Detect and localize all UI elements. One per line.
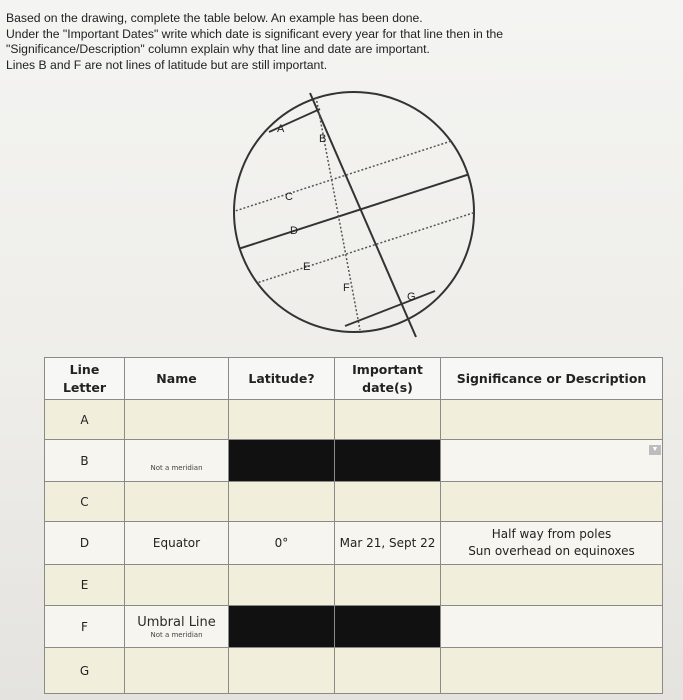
name-value: Umbral Line: [137, 615, 216, 630]
table-row: [45, 482, 663, 522]
cell-latitude[interactable]: [229, 482, 335, 522]
label-g: G: [407, 291, 416, 303]
cell-latitude[interactable]: [229, 565, 335, 606]
cell-significance[interactable]: [441, 400, 663, 440]
significance-line-1: Half way from poles: [491, 527, 612, 541]
header-important-dates: Important date(s): [335, 358, 441, 400]
cell-significance[interactable]: [441, 565, 663, 606]
table-row: [45, 565, 663, 606]
cell-latitude-redacted: [229, 606, 335, 648]
dropdown-arrow-icon[interactable]: ▼: [649, 445, 661, 455]
line-c: [232, 133, 476, 212]
cell-dates[interactable]: [335, 482, 441, 522]
header-line-letter: Line Letter: [45, 358, 125, 400]
cell-dates[interactable]: [335, 400, 441, 440]
instruction-line-4: Lines B and F are not lines of latitude but are still important.: [6, 57, 328, 72]
label-c: C: [285, 191, 293, 203]
label-d: D: [290, 225, 298, 237]
instruction-line-1: Based on the drawing, complete the table below. An example has been done.: [6, 11, 423, 25]
table-row: [45, 522, 663, 565]
cell-name[interactable]: [125, 482, 229, 522]
cell-letter: G: [45, 648, 125, 694]
cell-latitude-redacted: [229, 440, 335, 482]
cell-letter: E: [45, 565, 125, 606]
header-row: [45, 358, 663, 400]
cell-dates[interactable]: Mar 21, Sept 22: [335, 522, 441, 565]
cell-significance[interactable]: [441, 522, 663, 565]
cell-significance[interactable]: [441, 440, 663, 482]
significance-line-2: Sun overhead on equinoxes: [468, 544, 635, 558]
cell-latitude[interactable]: 0°: [229, 522, 335, 565]
label-b: B: [319, 133, 327, 145]
cell-name[interactable]: [125, 648, 229, 694]
label-f: F: [343, 282, 350, 294]
label-e: E: [303, 261, 311, 273]
cell-significance[interactable]: [441, 482, 663, 522]
cell-name[interactable]: [125, 440, 229, 482]
instruction-line-3: "Significance/Description" column explain why that line and date are important.: [6, 42, 430, 56]
cell-latitude[interactable]: [229, 400, 335, 440]
cell-dates-redacted: [335, 606, 441, 648]
cell-letter: C: [45, 482, 125, 522]
table-row: [45, 648, 663, 694]
cell-name[interactable]: Equator: [125, 522, 229, 565]
table-row: [45, 606, 663, 648]
cell-dates[interactable]: [335, 565, 441, 606]
cell-name[interactable]: [125, 565, 229, 606]
line-f: [316, 97, 360, 330]
cell-significance[interactable]: [441, 606, 663, 648]
cell-dates-redacted: [335, 440, 441, 482]
cell-letter: F: [45, 606, 125, 648]
label-a: A: [277, 123, 285, 135]
name-note: Not a meridian: [150, 631, 203, 639]
answer-table: [44, 357, 663, 694]
cell-letter: D: [45, 522, 125, 565]
table-row: [45, 440, 663, 482]
line-d: [232, 172, 476, 251]
cell-latitude[interactable]: [229, 648, 335, 694]
header-significance: Significance or Description: [441, 358, 663, 400]
cell-significance[interactable]: [441, 648, 663, 694]
cell-letter: A: [45, 400, 125, 440]
line-b: [310, 93, 416, 337]
cell-name[interactable]: [125, 400, 229, 440]
cell-letter: B: [45, 440, 125, 482]
line-g: [345, 291, 435, 326]
header-name: Name: [125, 358, 229, 400]
instruction-line-2: Under the "Important Dates" write which date is significant every year for that line then in the: [6, 26, 504, 41]
name-note: Not a meridian: [150, 463, 203, 472]
line-e: [232, 212, 476, 291]
header-latitude: Latitude?: [229, 358, 335, 400]
cell-name[interactable]: [125, 606, 229, 648]
cell-dates[interactable]: [335, 648, 441, 694]
table-row: [45, 400, 663, 440]
